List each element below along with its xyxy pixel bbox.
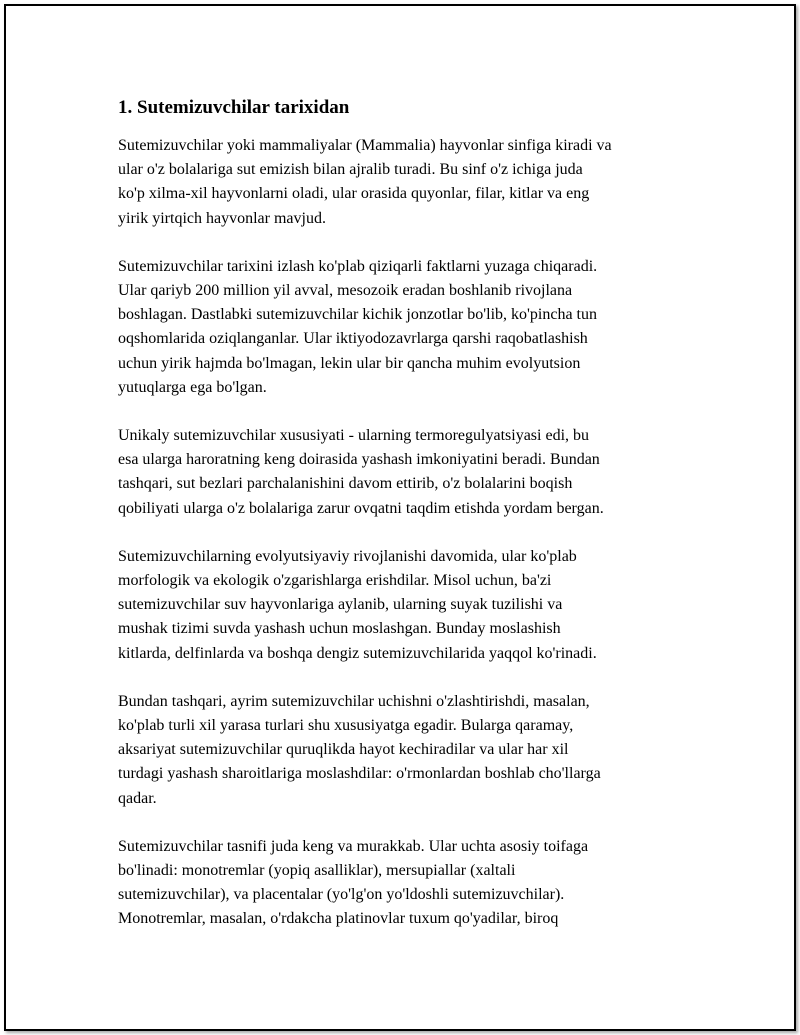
text-line: morfologik va ekologik o'zgarishlarga erishdilar. Misol uchun, ba'zi [118,572,552,590]
text-line: ko'p xilma-xil hayvonlarni oladi, ular orasida quyonlar, filar, kitlar va eng [118,185,590,203]
text-line: mushak tizimi suvda yashash uchun moslashgan. Bunday moslashish [118,620,561,638]
text-line: yirik yirtqich hayvonlar mavjud. [118,209,326,227]
paragraph [118,255,708,400]
paragraph [118,134,708,231]
paragraph [118,835,708,932]
paragraph [118,545,708,666]
text-line: boshlagan. Dastlabki sutemizuvchilar kichik jonzotlar bo'lib, ko'pincha tun [118,306,597,324]
text-line: qobiliyati ularga o'z bolalariga zarur ovqatni taqdim etishda yordam bergan. [118,499,604,517]
text-line: aksariyat sutemizuvchilar quruqlikda hayot kechiradilar va ular har xil [118,741,569,759]
text-line: Sutemizuvchilar yoki mammaliyalar (Mammalia) hayvonlar sinfiga kiradi va [118,137,612,154]
text-line: sutemizuvchilar), va placentalar (yo'lg'on yo'ldoshli sutemizuvchilar). [118,886,565,904]
text-line: qadar. [118,789,157,807]
text-line: Bundan tashqari, ayrim sutemizuvchilar uchishni o'zlashtirishdi, masalan, [118,692,590,710]
text-line: Sutemizuvchilarning evolyutsiyaviy rivojlanishi davomida, ular ko'plab [118,547,577,565]
text-line: Unikaly sutemizuvchilar xususiyati - ularning termoregulyatsiyasi edi, bu [118,427,590,445]
paragraph [118,690,708,811]
text-line: yutuqlarga ega bo'lgan. [118,378,267,396]
text-line: Monotremlar, masalan, o'rdakcha platinovlar tuxum qo'yadilar, biroq [118,910,559,928]
text-line: uchun yirik hajmda bo'lmagan, lekin ular bir qancha muhim evolyutsion [118,354,581,372]
text-line: esa ularga haroratning keng doirasida yashash imkoniyatini beradi. Bundan [118,451,600,469]
text-line: sutemizuvchilar suv hayvonlariga aylanib, ularning suyak tuzilishi va [118,596,563,614]
document-page [4,4,796,1031]
text-line: tashqari, sut bezlari parchalanishini davom ettirib, o'z bolalarini boqish [118,475,573,493]
text-line: turdagi yashash sharoitlariga moslashdilar: o'rmonlardan boshlab cho'llarga [118,765,601,783]
text-line: oqshomlarida oziqlanganlar. Ular iktiyodozavrlarga qarshi raqobatlashish [118,330,588,348]
section-title: 1. Sutemizuvchilar tarixidan [118,97,350,118]
text-line: Sutemizuvchilar tasnifi juda keng va murakkab. Ular uchta asosiy toifaga [118,837,589,855]
paragraph [118,424,708,521]
text-line: ular o'z bolalariga sut emizish bilan ajralib turadi. Bu sinf o'z ichiga juda [118,161,583,179]
text-line: Sutemizuvchilar tarixini izlash ko'plab qiziqarli faktlarni yuzaga chiqaradi. [118,257,598,275]
text-line: Ular qariyb 200 million yil avval, mesozoik eradan boshlanib rivojlana [118,282,573,300]
text-line: ko'plab turli xil yarasa turlari shu xususiyatga egadir. Bularga qaramay, [118,717,574,735]
document-body [118,96,708,956]
text-line: bo'linadi: monotremlar (yopiq asalliklar), mersupiallar (xaltali [118,862,516,880]
text-line: kitlarda, delfinlarda va boshqa dengiz sutemizuvchilarida yaqqol ko'rinadi. [118,644,597,662]
